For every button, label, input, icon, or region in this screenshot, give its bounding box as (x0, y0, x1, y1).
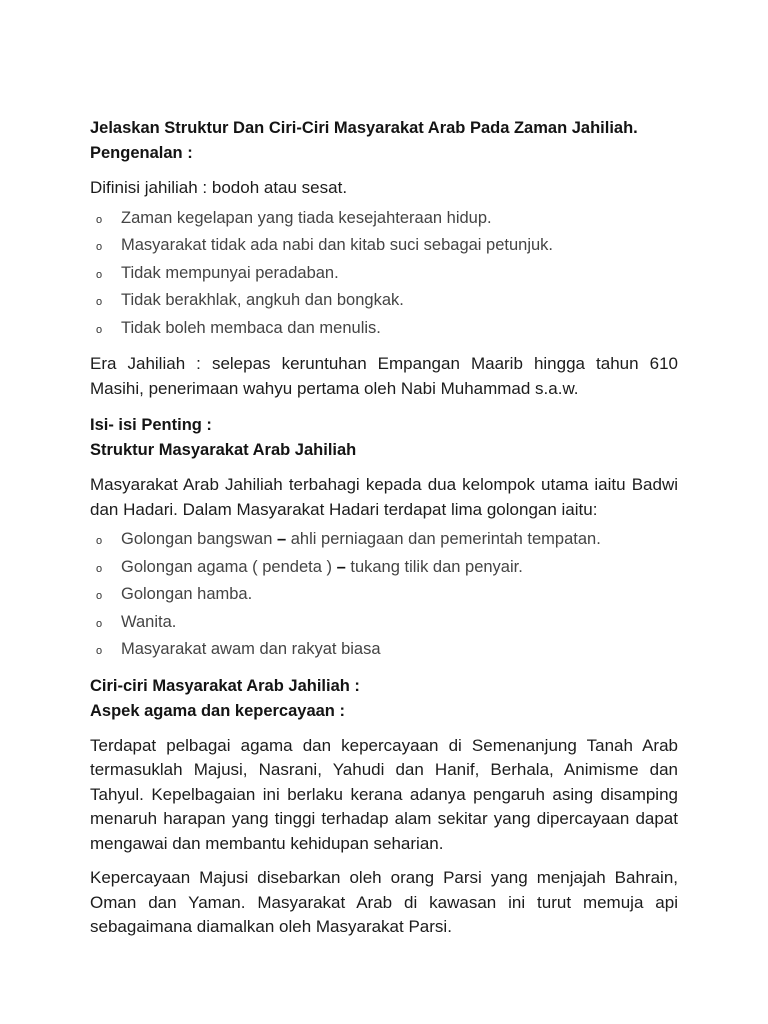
list-item: o Tidak mempunyai peradaban. (90, 260, 678, 288)
list-item: o Zaman kegelapan yang tiada kesejahteraan hidup. (90, 205, 678, 233)
bullet-icon: o (96, 645, 103, 657)
bullet-icon: o (96, 296, 103, 308)
bullet-icon: o (96, 590, 103, 602)
bullet-icon: o (96, 562, 103, 575)
list-item: o Tidak berakhlak, angkuh dan bongkak. (90, 287, 678, 315)
majusi-paragraph: Kepercayaan Majusi disebarkan oleh orang Parsi yang menjajah Bahrain, Oman dan Yaman. Masyarakat Arab di kawasan ini turut memuja api sebagaimana diamalkan oleh Masyarakat Parsi. (90, 868, 678, 936)
list-item: o Golongan bangswan – ahli perniagaan dan pemerintah tempatan. (90, 526, 678, 554)
list-item: o Masyarakat tidak ada nabi dan kitab suci sebagai petunjuk. (90, 232, 678, 260)
list-item: o Tidak boleh membaca dan menulis. (90, 315, 678, 343)
list-item: o Masyarakat awam dan rakyat biasa (90, 636, 678, 664)
intro-heading: Pengenalan : (90, 144, 193, 162)
religion-heading: Aspek agama dan kepercayaan : (90, 701, 345, 720)
list-item: o Golongan agama ( pendeta ) – tukang tilik dan penyair. (90, 554, 678, 582)
religion-paragraph: Terdapat pelbagai agama dan kepercayaan di Semenanjung Tanah Arab termasuklah Majusi, Nasrani, Yahudi dan Hanif, Berhala, Animisme dan Tahyul. Kepelbagaian ini berlaku kerana adanya pengaruh asing disamping menaruh harapan yang tinggi terhadap alam sekitar yang dipercayaan dapat mengawai dan membantu kehidupan seharian. (90, 735, 678, 853)
list-item: o Wanita. (90, 609, 678, 637)
bullet-icon: o (96, 617, 103, 630)
era-paragraph: Era Jahiliah : selepas keruntuhan Empangan Maarib hingga tahun 610 Masihi, penerimaan wahyu pertama oleh Nabi Muhammad s.a.w. (90, 354, 678, 398)
list-item: o Golongan hamba. (90, 581, 678, 609)
bullet-icon: o (96, 535, 103, 547)
document-page (90, 116, 678, 940)
document-title: Jelaskan Struktur Dan Ciri-Ciri Masyarakat Arab Pada Zaman Jahiliah. (90, 119, 638, 137)
groups-list (90, 526, 678, 664)
bullet-icon: o (96, 323, 103, 336)
definition-text: Difinisi jahiliah : bodoh atau sesat. (90, 178, 348, 197)
bullet-icon: o (96, 268, 103, 281)
definition-points-list (90, 205, 678, 343)
bullet-icon: o (96, 241, 103, 253)
bullet-icon: o (96, 213, 103, 226)
structure-paragraph: Masyarakat Arab Jahiliah terbahagi kepada dua kelompok utama iaitu Badwi dan Hadari. Dalam Masyarakat Hadari terdapat lima golongan iaitu: (90, 475, 678, 519)
features-heading: Ciri-ciri Masyarakat Arab Jahiliah : (90, 676, 360, 695)
structure-heading: Struktur Masyarakat Arab Jahiliah (90, 441, 357, 459)
important-heading: Isi- isi Penting : (90, 416, 212, 434)
